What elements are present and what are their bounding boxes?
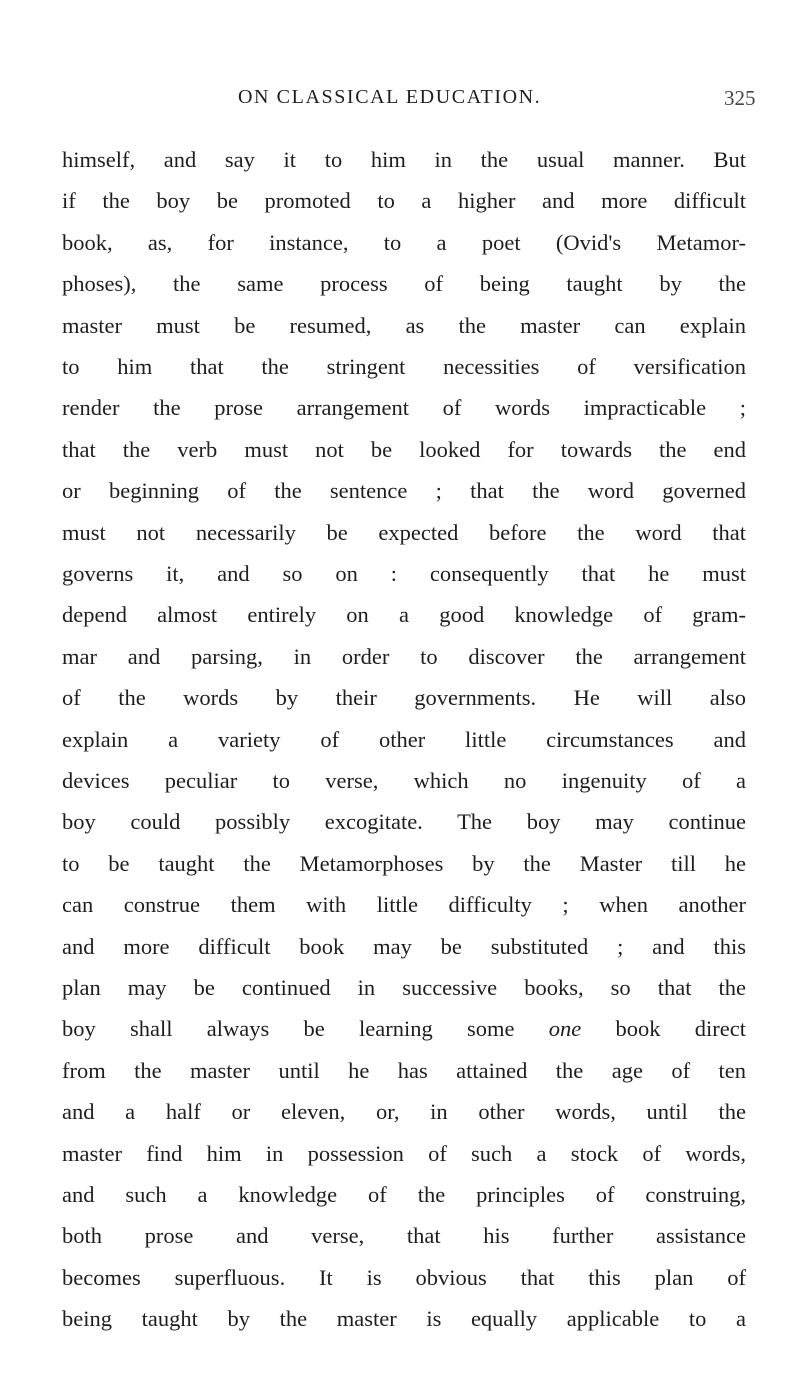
text-line: plan may be continued in successive books, so that the — [62, 975, 746, 1000]
text-line: or beginning of the sentence ; that the word governed — [62, 478, 746, 504]
text-line: can construe them with little difficulty ; when another — [62, 892, 746, 918]
text-line: becomes superfluous. It is obvious that this plan of — [62, 1264, 746, 1290]
text-line: depend almost entirely on a good knowledge of gram- — [62, 602, 746, 628]
text-segment: book direct — [615, 1016, 746, 1042]
text-line: being taught by the master is equally applicable to a — [62, 1306, 746, 1332]
text-line: that the verb must not be looked for towards the end — [62, 436, 746, 462]
text-line: boy could possibly excogitate. The boy may continue — [62, 809, 746, 835]
running-title: ON CLASSICAL EDUCATION. — [238, 86, 542, 108]
text-line: governs it, and so on : consequently that he must — [62, 561, 746, 586]
text-line: and a half or eleven, or, in other words, until the — [62, 1099, 746, 1125]
text-line: render the prose arrangement of words impracticable ; — [62, 395, 746, 421]
text-line: if the boy be promoted to a higher and more difficult — [62, 188, 746, 214]
text-line: must not necessarily be expected before the word that — [62, 519, 746, 545]
text-line: both prose and verse, that his further assistance — [62, 1223, 746, 1249]
text-line: and such a knowledge of the principles of construing, — [62, 1182, 746, 1207]
text-line: master must be resumed, as the master can explain — [62, 312, 746, 338]
text-line-with-emphasis — [62, 1011, 746, 1047]
text-line: master find him in possession of such a stock of words, — [62, 1140, 746, 1166]
text-line: himself, and say it to him in the usual manner. But — [62, 147, 746, 172]
text-line: to be taught the Metamorphoses by the Master till he — [62, 850, 746, 876]
text-line: book, as, for instance, to a poet (Ovid's Metamor- — [62, 229, 746, 255]
text-line: explain a variety of other little circumstances and — [62, 726, 746, 752]
italic-emphasis: one — [548, 1016, 582, 1042]
text-line: phoses), the same process of being taught by the — [62, 271, 746, 297]
running-head — [0, 86, 800, 116]
text-line: of the words by their governments. He will also — [62, 685, 746, 711]
text-line: from the master until he has attained the age of ten — [62, 1057, 746, 1083]
page-number: 325 — [724, 86, 756, 110]
text-line: devices peculiar to verse, which no ingenuity of a — [62, 768, 746, 793]
text-segment: boy shall always be learning some — [62, 1016, 515, 1042]
text-line: to him that the stringent necessities of versification — [62, 354, 746, 379]
text-line: and more difficult book may be substituted ; and this — [62, 933, 746, 959]
text-line: mar and parsing, in order to discover the arrangement — [62, 643, 746, 669]
